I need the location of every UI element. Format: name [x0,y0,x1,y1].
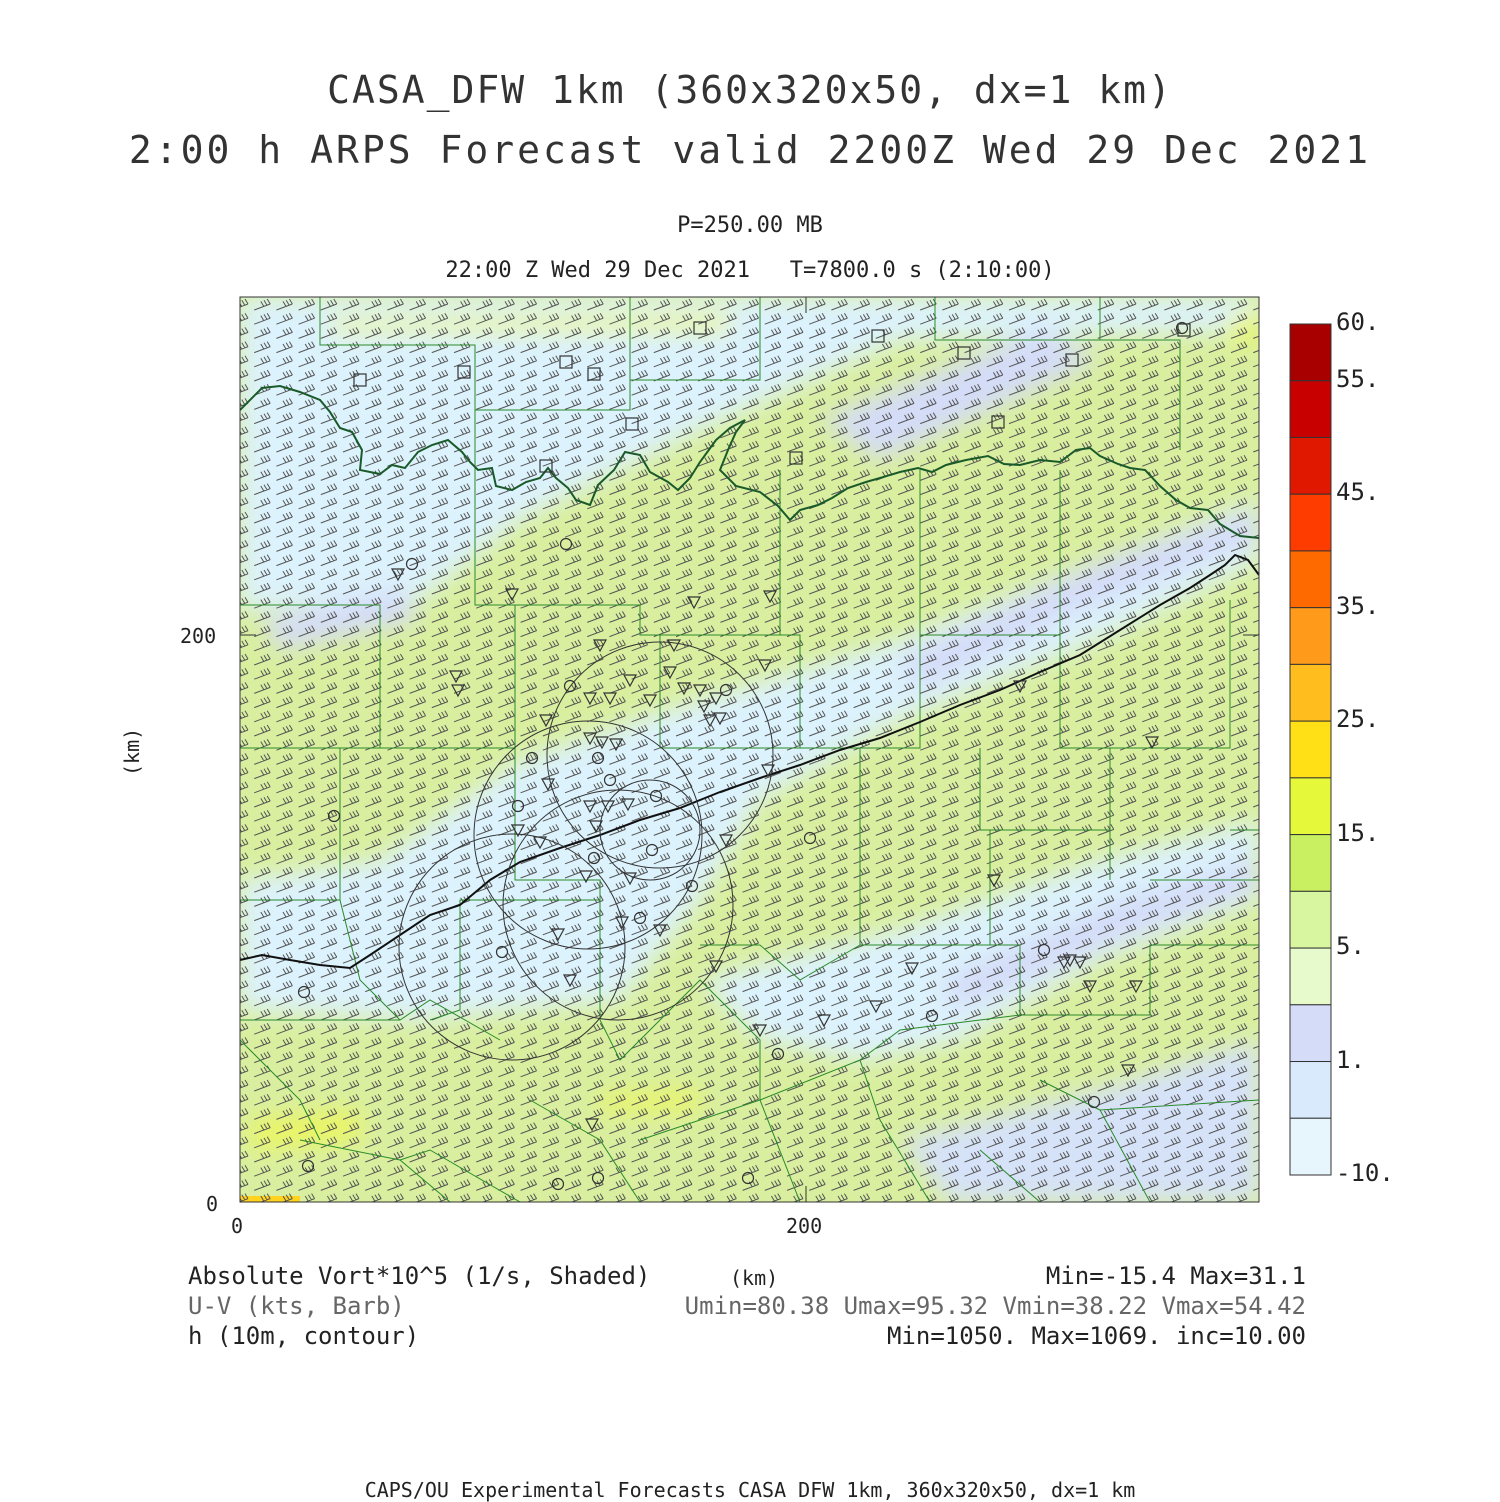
colorbar-swatch [1290,664,1331,721]
colorbar-swatch [1290,948,1331,1005]
colorbar-swatch [1290,381,1331,438]
footer-credit: CAPS/OU Experimental Forecasts CASA DFW 1km, 360x320x50, dx=1 km [364,1478,1136,1502]
colorbar-swatch [1290,551,1331,608]
colorbar-swatch [1290,721,1331,778]
colorbar-label: 55. [1336,364,1380,393]
title-line-1: CASA_DFW 1km (360x320x50, dx=1 km) [327,68,1173,112]
colorbar-label: 5. [1336,932,1365,961]
colorbar-swatch [1290,437,1331,494]
model-time: T=7800.0 s (2:10:00) [789,258,1055,283]
legend-wind: U-V (kts, Barb) [188,1292,405,1320]
colorbar-swatch [1290,835,1331,892]
colorbar-swatch [1290,494,1331,551]
legend-height-stats: Min=1050. Max=1069. inc=10.00 [886,1322,1306,1350]
colorbar-swatch [1290,1062,1331,1119]
legend-vorticity: Absolute Vort*10^5 (1/s, Shaded) [188,1262,651,1290]
colorbar-swatch [1290,324,1331,381]
colorbar-swatch [1290,778,1331,835]
legend-height: h (10m, contour) [188,1322,420,1350]
pressure-level: P=250.00 MB [677,213,823,238]
x-axis-unit: (km) [730,1266,779,1290]
valid-time: 22:00 Z Wed 29 Dec 2021 [445,258,750,283]
colorbar-swatch [1290,608,1331,665]
x-tick-200: 200 [786,1214,823,1238]
colorbar-label: -10. [1336,1159,1394,1187]
colorbar-label: 60. [1336,308,1380,336]
colorbar-swatch [1290,891,1331,948]
colorbar-label: 15. [1336,818,1380,847]
colorbar [1290,324,1331,1175]
colorbar-label: 35. [1336,591,1380,620]
colorbar-swatch [1290,1005,1331,1062]
legend-wind-stats: Umin=80.38 Umax=95.32 Vmin=38.22 Vmax=54.42 [684,1292,1306,1320]
colorbar-label: 1. [1336,1045,1365,1074]
x-tick-0: 0 [231,1214,244,1238]
legend-vorticity-stats: Min=-15.4 Max=31.1 [1045,1262,1306,1290]
y-tick-200: 200 [180,624,217,648]
colorbar-swatch [1290,1118,1331,1175]
y-tick-0: 0 [206,1192,219,1216]
title-line-2: 2:00 h ARPS Forecast valid 2200Z Wed 29 Dec 2021 [128,128,1372,172]
y-axis-unit: (km) [120,727,144,776]
colorbar-label: 25. [1336,705,1380,734]
colorbar-label: 45. [1336,478,1380,507]
